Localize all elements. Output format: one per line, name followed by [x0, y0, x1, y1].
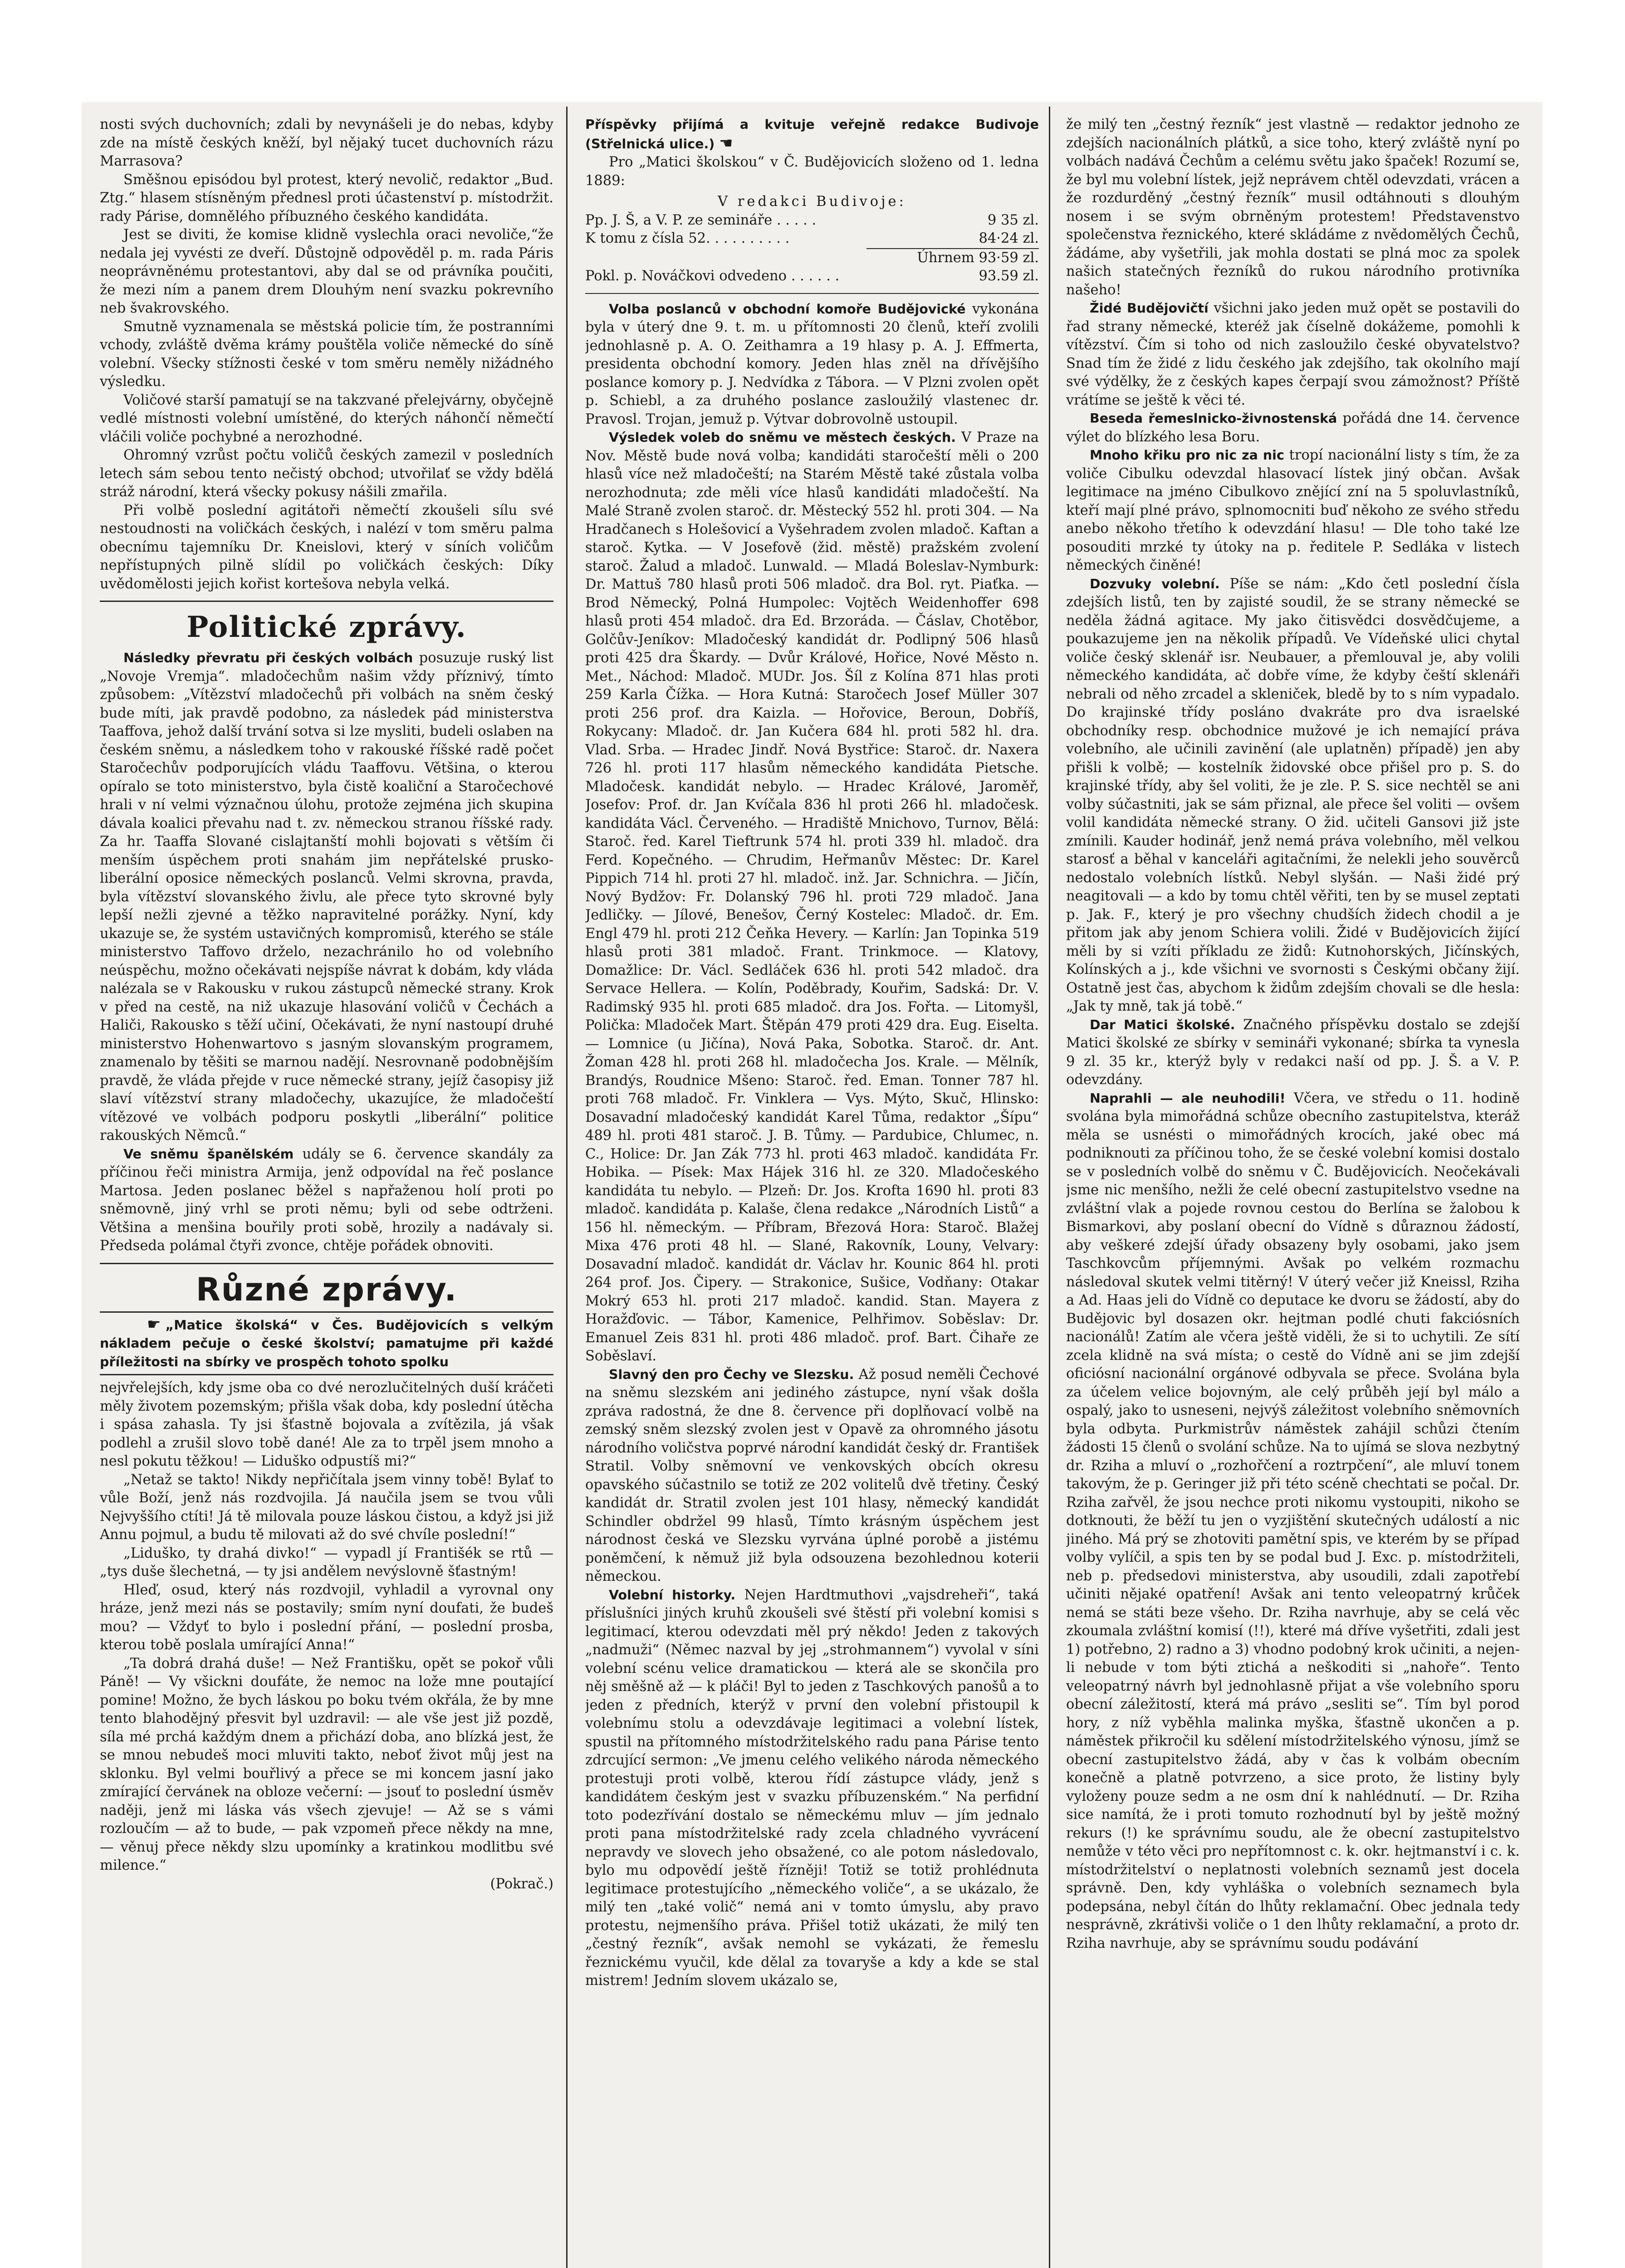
paragraph: Ohromný vzrůst počtu voličů českých zamezil v posledních letech sám sebou tento nečistý obchod; utvořilať se vždy bdělá stráž národní, která všecky pokusy nášili zmařila. — [100, 447, 553, 500]
ledger-value: 9 35 zl. — [987, 212, 1039, 228]
paragraph: Při volbě poslední agitátoři němečtí zkoušeli sílu své nestoudnosti na voličkách českých, i nalézí v tom směru palma obecnímu tajemníku Dr. Kneislovi, který v síních voličům nepřístupných pilně slídil po voličkách českých: Díky uvědomělosti jejich kořist kortešova nebyla velká. — [100, 502, 553, 592]
paragraph — [585, 429, 1039, 1366]
lead-in: Naprahli — ale neuhodili! — [1090, 1090, 1286, 1106]
section-divider — [585, 293, 1039, 294]
paragraph: Jest se diviti, že komise klidně vyslechla oraci nevoliče,“že nedala jej vyvésti ze dveří. Důstojně odpověděl p. m. rada Páris neoprávněnému protestantovi, aby dal se od právníka poučiti, že mezi ním a panem drem Dlouhým není svazku pokrevního neb švakrovského. — [100, 227, 553, 316]
lead-in: Mnoho křiku pro nic za nic — [1090, 448, 1284, 463]
paragraph-body: udály se 6. července skandály za příčinou řeči ministra Armija, jenž odpovídal na řeč poslance Martosa. Jeden poslanec běžel s napřaženou holí proti po sněmovně, jiný vrhl se proti němu; byli od sebe odtrženi. Většina a menšina bouřily proti sobě, hrozily a nadávaly si. Předseda polámal čtyři zvonce, chtěje pořádek obnoviti. — [100, 1146, 553, 1254]
paragraph — [100, 1145, 553, 1256]
paragraph — [1066, 299, 1520, 410]
paragraph: „Netaž se takto! Nikdy nepřičítala jsem vinny tobě! Bylať to vůle Boží, jenž nás rozdvojila. Já naučila jsem se tvou vůli Nejvyššího ctíti! Já tě milovala pouze láskou čistou, a když jsi již Annu pojmul, a budu tě milovati až do své chvíle poslední!“ — [100, 1471, 553, 1543]
ledger-total: Úhrnem 93·59 zl. — [866, 248, 1039, 268]
ledger-label: K tomu z čísla 52. . . . . . . . . . — [585, 230, 790, 246]
ledger-value: 93.59 zl. — [979, 268, 1039, 284]
paragraph-body: vykonána byla v úterý dne 9. t. m. u přítomnosti 20 členů, kteří zvolili jednohlasně p. A. O. Zeithamra a 19 hlasy p. A. J. Effmerta, presidenta obchodní komory. Jeden hlas zněl na dřívějšího poslance komory p. J. Nedvídka z Tábora. — V Plzni zvolen opět p. Schiebl, a za druhého poslance zasloužilý vlastenec dr. Pravosl. Trojan, jemuž p. Výtvar dobrovolně ustoupil. — [585, 301, 1039, 427]
section-divider — [100, 601, 553, 602]
paragraph: Voličové starší pamatují se na takzvané přelejvárny, obyčejně vedlé místnosti volební umístěné, do kterých náhončí němečtí vláčili voliče pochybné a nerozhodné. — [100, 392, 553, 445]
section-heading-ruzne: Různé zprávy. — [196, 1271, 458, 1308]
column-1 — [100, 116, 553, 2268]
lead-in: Slavný den pro Čechy ve Slezsku. — [609, 1367, 854, 1382]
paragraph: nejvřelejších, kdy jsme oba co dvé nerozlučitelných duší kráčeti měly životem pozemským; přišla však doba, kdy poslední útěcha i spása zahasla. Ty jsi šťastně bojovala a zvítězila, já však podlehl a zrušil slovo tobě dané! Ale za to trpěl jsem mnoho a nesl pokutu těžkou! — Liduško odpustíš mi?“ — [100, 1380, 553, 1469]
ledger-value: 84·24 zl. — [979, 230, 1039, 246]
pointing-hand-icon: ☚ — [719, 134, 733, 152]
notice-body: „Matice školská“ v Čes. Budějovicích s velkým nákladem pečuje o české školství; pamatujme při každé příležitosti na sbírky ve prospěch tohoto spolku — [100, 1317, 553, 1369]
newspaper-page — [82, 102, 1542, 2268]
lead-in: Ve sněmu španělském — [123, 1146, 294, 1162]
column-rule — [566, 107, 568, 2268]
paragraph — [585, 1366, 1039, 1586]
paragraph — [1066, 575, 1520, 1016]
lead-in: Beseda řemeslnicko-živnostenská — [1090, 411, 1337, 426]
paragraph-body: Píše se nám: „Kdo četl poslední čísla zdejších listů, ten by zajisté soudil, že se strany německé se neděla žádná agitace. My jako čitisvědci dosvědčujeme, a poukazujeme jen na několik případů. Ve Vídeňské ulici chytal voliče český sklenář isr. Neubauer, a přemlouval je, aby volili německého kandidáta, ač dobře víme, že kdyby čeští sklenáři nebrali od něho zrcadel a skleniček, bledě by to s ním vypadalo. Do krajinské třídy posláno dvakráte pro dva israelské obchodníky resp. obchodnice mužové je ich nemající práva volebního, ale učinili zavinění (ale uplatněn) případě) jen aby přišli k volbě; — kostelník židovské obce přišel pro p. S. do krajinské třídy, aby šel voliti, že je zle. P. S. sice nechtěl se ani volby súčastniti, jak se sám přiznal, ale přece šel voliti — ovšem volil kandidáta německé strany. O žid. učiteli Gansovi již jste zmínili. Kauder hodinář, jenž nemá práva volebního, měl velkou starosť a běhal v kanceláři agitačními, že nelekli jeho souvěrců nedostalo volebních lístků. Nebyl slyšán. — Naši židé prý neagitovali — a kdo by tomu chtěl věřiti, ten by se musel zeptati p. Jak. F., který je pro všechny chudších židech chodil a je přitom jak aby jenom Schiera volili. Židé v Budějovicích žijící měli by si vzíti příkladu ze židů: Kutnohorských, Jičínských, Kolínských a j., kde všichni ve svornosti s Českými občany žijí. Ostatně jest čas, abychom k židům zdejším chovali se dle hesla: „Jak ty mně, tak já tobě.“ — [1066, 576, 1520, 1014]
paragraph-body: tropí nacionální listy s tím, že za voliče Cibulku odevzdal hlasovací lístek jiný občan. Avšak legitimace na jméno Cibulkovo znějící zní na 5 spoluvlastníků, kteří mají plné právo, splnomocniti buď někoho ze svého středu anebo někoho třetího k odevzdání hlasu! — Dle toho také lze posouditi mrzké ty útoky na p. ředitele P. Sedláka v listech německých činěné! — [1066, 447, 1520, 573]
section-heading-politicke: Politické zprávy. — [186, 610, 467, 644]
lead-in: Dozvuky volební. — [1090, 576, 1220, 591]
paragraph-body: Až posud neměli Čechové na sněmu slezském ani jediného zástupce, nyní však došla zpráva radostná, že dne 8. července při doplňovací volbě na zemský sněm slezský zvolen jest v Opavě za ohromného jásotu národního voličstva poprvé národní kandidát český dr. František Stratil. Volby sněmovní ve venkovských obcích okresu opavského súčastnilo se totiž ze 202 volitelů dvě třetiny. Český kandidát dr. Stratil zvolen jest 101 hlasy, německý kandidát Schindler obdržel 99 hlasů, Tímto krásným úspěchem jest národnost česká ve Slezsku vyrvána úplné porobě a jistému poněmčení, k němuž již byla odsouzena bezohlednou koterii německou. — [585, 1366, 1039, 1584]
paragraph: Smutně vyznamenala se městská policie tím, že postranními vchody, zvláště dvěma krámy pouštěla voliče německé do síně volební. Všecky stížnosti české v tom směru neměly nižádného výsledku. — [100, 318, 553, 390]
paragraph — [1066, 1090, 1520, 1953]
paragraph-body: Značného příspěvku dostalo se zdejší Matici školské ze sbírky v semináři vykonané; sbírka ta vynesla 9 zl. 35 kr., kterýž byly v redakci naší od pp. J. Š. a V. P. odevzdány. — [1066, 1017, 1520, 1088]
lead-in: Dar Matici školské. — [1090, 1017, 1235, 1032]
notice-text — [100, 1315, 553, 1372]
paragraph-body: posuzuje ruský list „Novoje Vremja“. mladočechům našim vždy příznivý, tímto způsobem: „Vítězství mladočechů při volbách na sněm český bude míti, jak pravdě podobno, za následek pád ministerstva Taaffova, jehož další trvání sotva si lze mysliti, budeli oslaben na českém sněmu, a následkem toho v rakouské říšské radě počet Staročechův podporujících vládu Taaffovu. Většina, o kterou opíralo se toto ministerstvo, byla čistě koaliční a Staročechové hrali v ní velmi význačnou úlohu, protože zejména jich skupina dávala koalici převahu nad t. zv. německou stranou říšské rady. Za hr. Taaffa Slované cislajtanští mohli bojovati s větším či menším úspěchem proti snahám jim nepřátelské prusko-liberální oposice německých poslanců. Velmi skrovna, pravda, byla vítězství slovanského živlu, ale přece tyto skrovné byly lepší nežli zjevné a těžko napravitelné porážky. Nyní, kdy ukazuje se, že systém ustavičných kompromisů, kterého se stále ministerstvo Taffovo drželo, nezachránilo ho od volebního neúspěchu, možno očekávati nejspíše návrat k dobám, kdy vláda nalézala se v Rakousku v rukou zástupců německé strany. Krok v před na cestě, na niž ukazuje hlasování voličů v Čechách a Haliči, Rakousko s těží učiní, Očekávati, že nyní nastoupí druhé ministerstvo Hohenwartovo s jasným slovanským programem, znamenalo by těšiti se marnou nadějí. Nesrovnaně podobnějším pravdě, že vláda přejde v ruce německé strany, jejíž časopisy již slaví vítězství strany mladočechy, ukazujíce, že mladočeští vítězové ve volbách podporu poskytli „liberální“ politice rakouských Němců.“ — [100, 650, 553, 1144]
paragraph — [585, 300, 1039, 429]
paragraph: „Liduško, ty drahá divko!“ — vypadl jí Františék se rtů — „tys duše šlechetná, — ty jsi andělem nevýslovně šťastným! — [100, 1545, 553, 1579]
ledger-heading: V redakci Budivoje: — [718, 194, 906, 210]
paragraph: Směšnou episódou byl protest, který nevolič, redaktor „Bud. Ztg.“ hlasem stísněným přednesl proti účastenství p. místodržit. rady Párise, domnělého příbuzného českého kandidáta. — [100, 171, 553, 225]
continued-note: (Pokrač.) — [490, 1876, 553, 1892]
lead-in: Volební historky. — [609, 1587, 736, 1603]
contribution-ledger — [585, 193, 1039, 286]
ledger-label: Pp. J. Š, a V. P. ze semináře . . . . . — [585, 212, 817, 228]
paragraph — [1066, 410, 1520, 446]
notice-box — [100, 1311, 553, 1376]
paragraph-body: V Praze na Nov. Městě bude nová volba; kandidáti staročeští měli o 200 hlasů více než mladočeští; na Starém Městě také zůstala volba nerozhodnuta; zde měli více hlasů kandidáti mladočeští. Na Malé Straně zvolen staroč. dr. Městecký 552 hl. proti 304. — Na Hradčanech s Holešovicí a Vyšehradem zvolen mladoč. Kaftan a staroč. Kytka. — V Josefově (žid. městě) pražském zvolení staroč. Žalud a mladoč. Lunwald. — Mladá Boleslav-Nymburk: Dr. Mattuš 780 hlasů proti 506 mladoč. dra Bol. ryt. Piaťka. — Brod Německý, Polná Humpolec: Vojtěch Weidenhoffer 698 hlasů proti 454 mladoč. dra Ed. Brzoráda. — Čáslav, Chotěbor, Golčův-Jeníkov: Mladočeský kandidát dr. Podlipný 506 hlasů proti 425 dra Škardy. — Dvůr Králové, Hořice, Nové Město n. Met., Náchod: Mladoč. MUDr. Jos. Šíl z Kolína 871 hlas proti 259 Karla Čížka. — Hora Kutná: Staročech Josef Müller 307 proti 256 prof. dra Kaizla. — Hořovice, Beroun, Dobříš, Rokycany: Mladoč. dr. Jan Kučera 684 hl. proti 582 hl. dra. Vlad. Srba. — Hradec Jindř. Nová Bystřice: Staroč. dr. Naxera 726 hl. proti 117 hlasům německého kandidáta Pietsche. Mladočesk. kandidát nebylo. — Hradec Králové, Jaroměř, Josefov: Prof. dr. Jan Kvíčala 836 hl proti 266 hl. mladočesk. kandidáta Václ. Červeného. — Hradiště Mnichovo, Turnov, Bělá: Staroč. řed. Karel Tieftrunk 574 hl. proti 339 hl. mladoč. dra Ferd. Kopečného. — Chrudim, Heřmanův Městec: Dr. Karel Pippich 714 hl. proti 27 hl. mladoč. inž. Jar. Schnichra. — Jičín, Nový Bydžov: Fr. Dolanský 796 hl. proti 729 mladoč. Jana Jedličky. — Jílové, Benešov, Černý Kostelec: Mladoč. dr. Em. Engl 479 hl. proti 212 Čeňka Hevery. — Karlín: Jan Topinka 519 hlasů proti 381 mladoč. Frant. Trinkmoce. — Klatovy, Domažlice: Dr. Václ. Sedláček 636 hl. proti 542 mladoč. dra Servace Hellera. — Kolín, Poděbrady, Kouřim, Sadská: Dr. V. Radimský 935 hl. proti 685 mladoč. dra Jos. Fořta. — Litomyšl, Polička: Mladoček Mart. Štěpán 479 proti 429 dra. Eug. Eiselta. — Lomnice (u Jičína), Nová Paka, Sobotka. Staroč. dr. Ant. Žoman 428 hl. proti 268 hl. mladočecha Jos. Krale. — Mělník, Brandýs, Roudnice Mšeno: Staroč. řed. Eman. Tonner 787 hl. proti 768 mladoč. Fr. Vinklera — Vys. Mýto, Skuč, Hlinsko: Dosavadní mladočeský kandidát Karel Tůma, redaktor „Šípu“ 489 hl. proti 481 staroč. J. B. Tůmy. — Pardubice, Chlumec, n. C., Holice: Dr. Jan Zák 773 hl. proti 463 mladoč. kandidáta Fr. Hobika. — Písek: Max Hájek 316 hl. ze 320. Mladočeského kandidáta tu nebylo. — Plzeň: Dr. Jos. Krofta 1690 hl. proti 83 mladoč. kandidáta p. Kalaše, člena redakce „Národních Listů“ a 156 hl. německým. — Příbram, Březová Hora: Staroč. Blažej Mixa 476 proti 48 hl. — Slané, Rakovník, Louny, Velvary: Dosavadní mladoč. kandidát dr. Václav hr. Kounic 864 hl. proti 264 prof. Jos. Čipery. — Strakonice, Sušice, Vodňany: Otakar Mokrý 653 hl. proti 217 mladoč. kandid. Stan. Mayera z Horažďovic. — Tábor, Kamenice, Pelhřimov. Soběslav: Dr. Emanuel Zeis 831 hl. proti 486 mladoč. prof. Bart. Čihaře ze Soběslaví. — [585, 430, 1039, 1364]
section-divider — [100, 1263, 553, 1264]
paragraph-body: Včera, ve středu o 11. hodině svolána byla mimořádná schůze obecního zastupitelstva, kteráž měla se usnésti o mimořádných krocích, jaké obec má podniknouti za příčinou toho, že se české volební komisi dostalo se v posledních volbě do sněmu v Č. Budějovicích. Neočekávali jsme nic menšího, nežli že celé obecní zastupitelstvo vsedne na zvláštní vlak a pojede rovnou cestou do Berlína se žalobou k Bismarkovi, aby poslaní obecní do Vídně s důraznou žádostí, aby veškeré zdejší úřady obsazeny byly osobami, jako jsem Taschkovcům příjemnými. Avšak po velkém rozmachu následoval skutek velmi titěrný! V úterý večer již Kneissl, Rziha a Ad. Haas jeli do Vídně co deputace ke dvoru se žádostí, aby do Budějovic byl dosazen okr. hejtman podlé chuti fakciósních nacionálů! Zatím ale včera ještě viděli, že si to uchytili. Ze sítí zcela klidně na svá místa; o cestě do Vídně ani se jim zdejší oficiósní nacionální orgánové odbyvala se přece. Svolána byla za účelem velice bojovným, ale celý průběh její byl málo a ospalý, jako to usneseni, nejvýš záležitost volebního sněmovních byla odbyta. Purkmistrův náměstek zahájil schůzi čtením žádosti 15 členů o svolání schůze. Na to ujímá se slova nezbytný dr. Rziha a mluví o „rozhořčení a roztrpčení“, ale mluví tonem takovým, že p. Geringer již při této scéně chechtati se počal. Dr. Rziha zařvěl, že jsou nechce proti nikomu vystoupiti, nikoho se dotknouti, že běží tu jen o vyzjištění skutečných událostí a nic jiného. Má prý se zhotoviti pamětní spis, ve kterém by se případ volby vylíčil, a spis ten by se podal bud J. Exc. p. místodržiteli, neb p. předsedovi ministerstva, aby usoudili, zdali zapotřebí učiniti nějaké opatření! Avšak ani tento veleopatrný krůček nemá se státi beze všeho. Dr. Rziha navrhuje, aby se celá věc zkoumala zvláštní komisí (!!), které má dříve vyšetřiti, zdali jest 1) potřebno, 2) radno a 3) vhodno podobný krok učiniti, a nejen-li nebude v tom býti ztichá a neškoditi si „nahoře“. Tento veleopatrný návrh byl jednohlasně přijat a vše volebního sporu obecní záležitostí, která má právo „sesliti se“. Tím byl porod hory, z níž vyběhla malinka myška, šťastně ukončen a p. náměstek přikročil ku sdělení místodržitelského výnosu, jímž se obecní zastupitelstvo žádá, aby v čas k volbám obecním konečně a platně potvrzeno, a sice proto, že listiny byly vyloženy pouze sedm a ne osm dní k nahlédnutí. — Dr. Rziha sice namítá, že i proti tomuto rozhodnutí byl by ještě možný rekurs (!) ke správnímu soudu, ale že obecní zastupitelstvo nemůže v této věci pro nepřítomnost c. k. okr. hejtmanství i c. k. místodržitelství o neplatnosti volebních seznamů jest docela správně. Den, kdy vyhláška o volebních seznamech byla podepsána, nebyl čítán do lhůty reklamační. Obec jednala tedy nesprávně, zkrátivši voliče o 1 den lhůty reklamační, a proto dr. Rziha navrhuje, aby se správnímu soudu podávání — [1066, 1090, 1520, 1951]
ledger-row — [585, 211, 1039, 230]
lead-in: Židé Budějovičtí — [1090, 301, 1209, 316]
ledger-label: Pokl. p. Nováčkovi odvedeno . . . . . . — [585, 268, 840, 284]
paragraph: „Ta dobrá drahá duše! — Než Františku, opět se pokoř vůli Páně! — Vy všickni doufáte, že nemoc na lože mne poutající pomine! Možno, že bych láskou po boku tvém okřála, že by mne tento blahodějný přesvit byl uzdravil: — ale vše jest již pozdě, síla mé prchá každým dnem a přichází doba, ano blízká jest, že se mnou nebudeš moci mluviti takto, neboť život můj jest na sklonku. Byl velmi bouřlivý a přece se mi koncem jasní jako zmírající červánek na obloze večerní: — jsouť to poslední úsměv naději, jenž mi láska vás všech zjevuje! — Až se s vámi rozloučím — až to bude, — pak vzpomeň přece někdy na mne, — věnuj přece někdy slzu upomínky a kratinkou modlitbu své milence.“ — [100, 1655, 553, 1873]
paragraph-body: Nejen Hardtmuthovi „vajsdreheři“, taká příslušníci jiných kruhů zkoušeli své štěstí při volební komisi s legitimací, kterou odevzdati měl prý někdo! Jeden z takových „nadmuži“ (Němec nazval by jej „strohmannem“) vyvolal v síni volební scénu velice dramatickou — která ale se skončila pro něj směšně až — k pláči! Byl to jeden z Taschkových panošů a to jeden z předních, kterýž v první den volební přistoupil k volebnímu stolu a odevzdávaje legitimaci a volební lístek, spustil na přítomného místodržitelského radu pana Párise tento zdrcující sermon: „Ve jmenu celého velikého národa německého protestuji proti volbě, kterou řídí zástupce vlády, jenž s kandidátem českým jest v svazku příbuzenském.“ Na perfidní toto podezřívání dostalo se německému mluv — jím jednalo proti pana místodržitelské rady zcela chladného vyvrácení nepravdy ve slovech jeho obsažené, co ale potom následovalo, bylo mu odpovědí ještě řízněji! Totiž se totiž prohlédnuta legitimace protestujícího „německého voliče“, a se ukázalo, že milý ten „také volič“ nemá ani v tomto úmyslu, aby pravo protestu, nejmenšího práva. Přišel totiž ukázati, že milý ten „čestný řezník“, avšak nemohl se vykázati, že řemeslu řeznickému vyučil, kde dělal za tovaryše a kdy a kde se stal mistrem! Jedním slovem ukázalo se, — [585, 1587, 1039, 1989]
paragraph-body: pořádá dne 14. července výlet do blízkého lesa Boru. — [1066, 411, 1520, 445]
pointing-hand-icon: ☛ — [147, 1315, 161, 1334]
paragraph: že milý ten „čestný řezník“ jest vlastně — redaktor jednoho ze zdejších nacionálních plátků, a sice toho, který zvláště nyní po volbách nadává Čechům a celému světu jako špaček! Rozumí se, že byl mu volební lístek, jejž neprávem chtěl odevzdati, vrácen a že rozdurděný „čestný řezník“ musil odtáhnouti s dlouhým nosem i se svým obrněným protestem! Představenstvo společenstva řeznického, které skládáme z nvědomělých Čechů, žádáme, aby vyšetřili, jak mohla dostati se plná moc za spolek našich statečných řezníků do rukou národního protivníka našeho! — [1066, 117, 1520, 298]
ledger-row — [585, 267, 1039, 286]
notice-text: Příspěvky přijímá a kvituje veřejně redakce Budivoje (Střelnická ulice.) — [585, 117, 1039, 152]
ledger-row — [585, 230, 1039, 248]
paragraph-body: všichni jako jeden muž opět se postavili do řad strany německé, kteréž jak číselně dokážeme, pomohli k vítězství. Čím si toho od nich zasloužilo české obyvatelstvo? Snad tím že židé z lidu českého jak zdejšího, tak okolního mají své výdělky, že z českých kapes čerpají svou zámožnost? Příště vrátíme se ještě k věci té. — [1066, 300, 1520, 408]
paragraph — [585, 1586, 1039, 1990]
lead-in: Výsledek voleb do sněmu ve městech českých. — [609, 430, 956, 445]
column-rule — [1049, 107, 1050, 2268]
column-3 — [1066, 116, 1520, 2268]
paragraph — [585, 116, 1039, 153]
column-2 — [585, 116, 1039, 2268]
paragraph: nosti svých duchovních; zdali by nevynášeli je do nebas, kdyby zde na místě českých kněží, byl nějaký tucet duchovních rázu Marrasova? — [100, 117, 553, 169]
paragraph — [100, 649, 553, 1145]
paragraph: Pro „Matici školskou“ v Č. Budějovicích složeno od 1. ledna 1889: — [585, 154, 1039, 189]
paragraph: Hleď, osud, který nás rozdvojil, vyhladil a vyrovnal ony hráze, jenž mezi nás se postavily; smím nyní doufati, že budeš mou? — Vždyť to bylo i poslední přání, — poslední prosba, kterou tobě poslala umírající Anna!“ — [100, 1582, 553, 1653]
lead-in: Volba poslanců v obchodní komoře Budějovické — [609, 301, 966, 317]
paragraph — [1066, 446, 1520, 575]
paragraph — [1066, 1016, 1520, 1090]
lead-in: Následky převratu při českých volbách — [123, 650, 413, 665]
